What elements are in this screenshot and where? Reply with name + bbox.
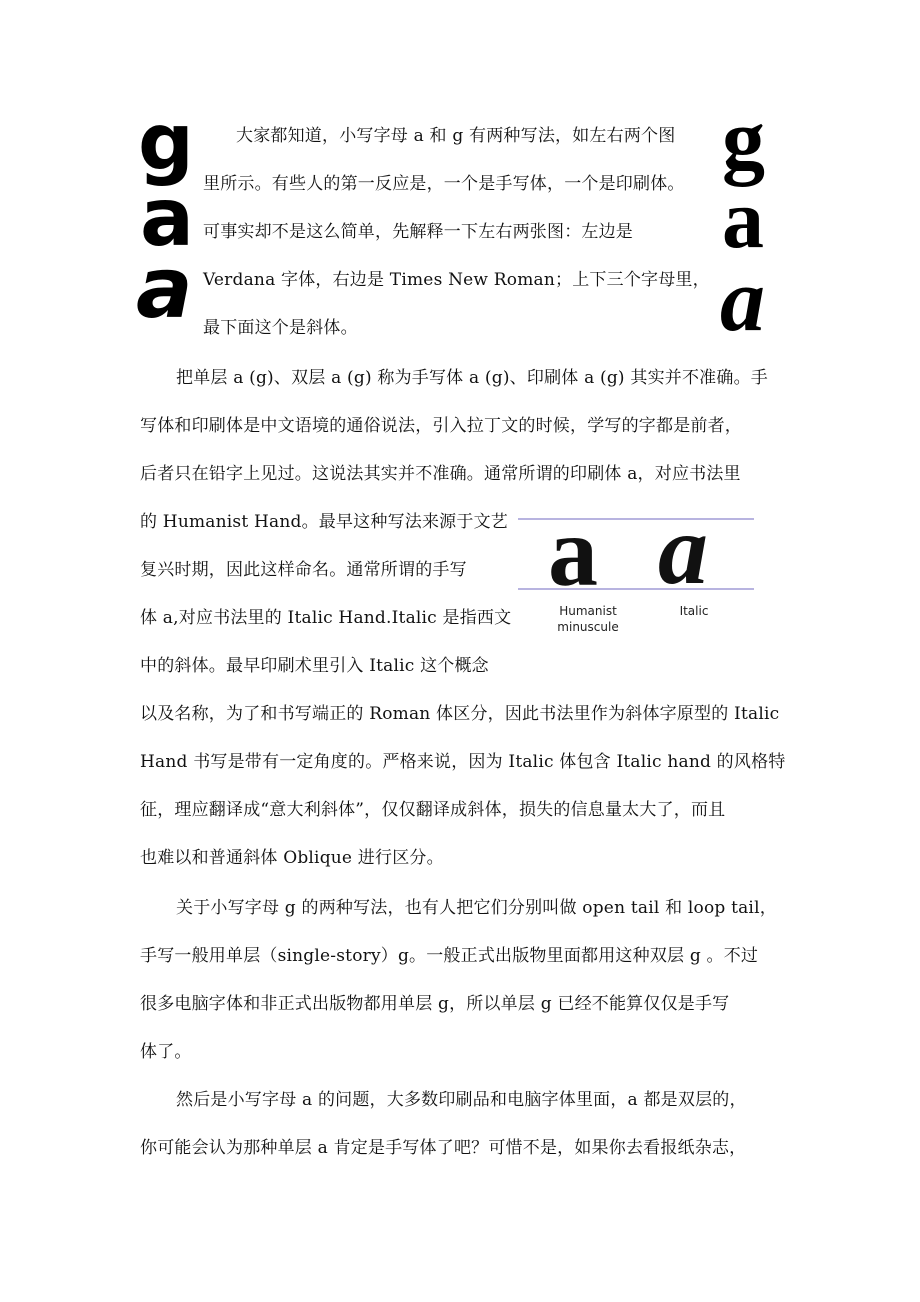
paragraph-1-line: 最下面这个是斜体。 — [203, 318, 358, 338]
paragraph-4-line: 然后是小写字母 a 的问题，大多数印刷品和电脑字体里面，a 都是双层的， — [176, 1090, 747, 1110]
paragraph-2-line: 也难以和普通斜体 Oblique 进行区分。 — [140, 848, 444, 868]
paragraph-2-line: 征，理应翻译成“意大利斜体”，仅仅翻译成斜体，损失的信息量太大了，而且 — [140, 800, 726, 820]
left-glyph-a: a — [140, 171, 194, 264]
paragraph-2-line: 体 a,对应书法里的 Italic Hand.Italic 是指西文 — [140, 608, 512, 628]
humanist-italic-figure — [518, 494, 756, 642]
caption-italic: Italic — [679, 604, 709, 618]
paragraph-4-line: 你可能会认为那种单层 a 肯定是手写体了吧？可惜不是，如果你去看报纸杂志， — [140, 1138, 747, 1158]
left-glyph-g: g — [138, 98, 194, 188]
paragraph-2-line: 中的斜体。最早印刷术里引入 Italic 这个概念 — [140, 656, 489, 676]
caption-humanist-line1: Humanist — [559, 604, 617, 618]
paragraph-2-line: 的 Humanist Hand。最早这种写法来源于文艺 — [140, 512, 508, 532]
paragraph-3-line: 体了。 — [140, 1042, 192, 1062]
humanist-a-glyph: a — [548, 496, 598, 607]
paragraph-1-line: 里所示。有些人的第一反应是，一个是手写体，一个是印刷体。 — [203, 174, 685, 194]
right-glyph-a-italic: a — [720, 251, 765, 350]
italic-a-glyph: a — [658, 494, 708, 605]
right-glyph-a: a — [722, 173, 764, 266]
left-glyph-a-italic: a — [136, 239, 193, 337]
paragraph-2-line: 以及名称，为了和书写端正的 Roman 体区分，因此书法里作为斜体字原型的 Italic — [140, 704, 780, 724]
paragraph-1-line: Verdana 字体，右边是 Times New Roman；上下三个字母里， — [203, 270, 710, 290]
paragraph-2-line: 后者只在铅字上见过。这说法其实并不准确。通常所谓的印刷体 a，对应书法里 — [140, 464, 741, 484]
paragraph-3-line: 很多电脑字体和非正式出版物都用单层 g，所以单层 g 已经不能算仅仅是手写 — [140, 994, 730, 1014]
paragraph-1-line: 可事实却不是这么简单，先解释一下左右两张图：左边是 — [203, 222, 633, 242]
paragraph-2-line: 写体和印刷体是中文语境的通俗说法，引入拉丁文的时候，学写的字都是前者， — [140, 416, 742, 436]
paragraph-2-line: 复兴时期，因此这样命名。通常所谓的手写 — [140, 560, 467, 580]
paragraph-3-line: 手写一般用单层（single-story）g。一般正式出版物里面都用这种双层 g 。不过 — [140, 946, 759, 966]
paragraph-3-line: 关于小写字母 g 的两种写法，也有人把它们分别叫做 open tail 和 loop tail， — [176, 898, 777, 918]
paragraph-1-line: 大家都知道，小写字母 a 和 g 有两种写法，如左右两个图 — [236, 126, 676, 146]
caption-humanist-line2: minuscule — [557, 620, 619, 634]
right-glyph-g: g — [722, 91, 765, 187]
paragraph-2-line: Hand 书写是带有一定角度的。严格来说，因为 Italic 体包含 Italic hand 的风格特 — [140, 752, 786, 772]
paragraph-2-line: 把单层 a (g)、双层 a (g) 称为手写体 a (g)、印刷体 a (g) 其实并不准确。手 — [176, 368, 768, 388]
